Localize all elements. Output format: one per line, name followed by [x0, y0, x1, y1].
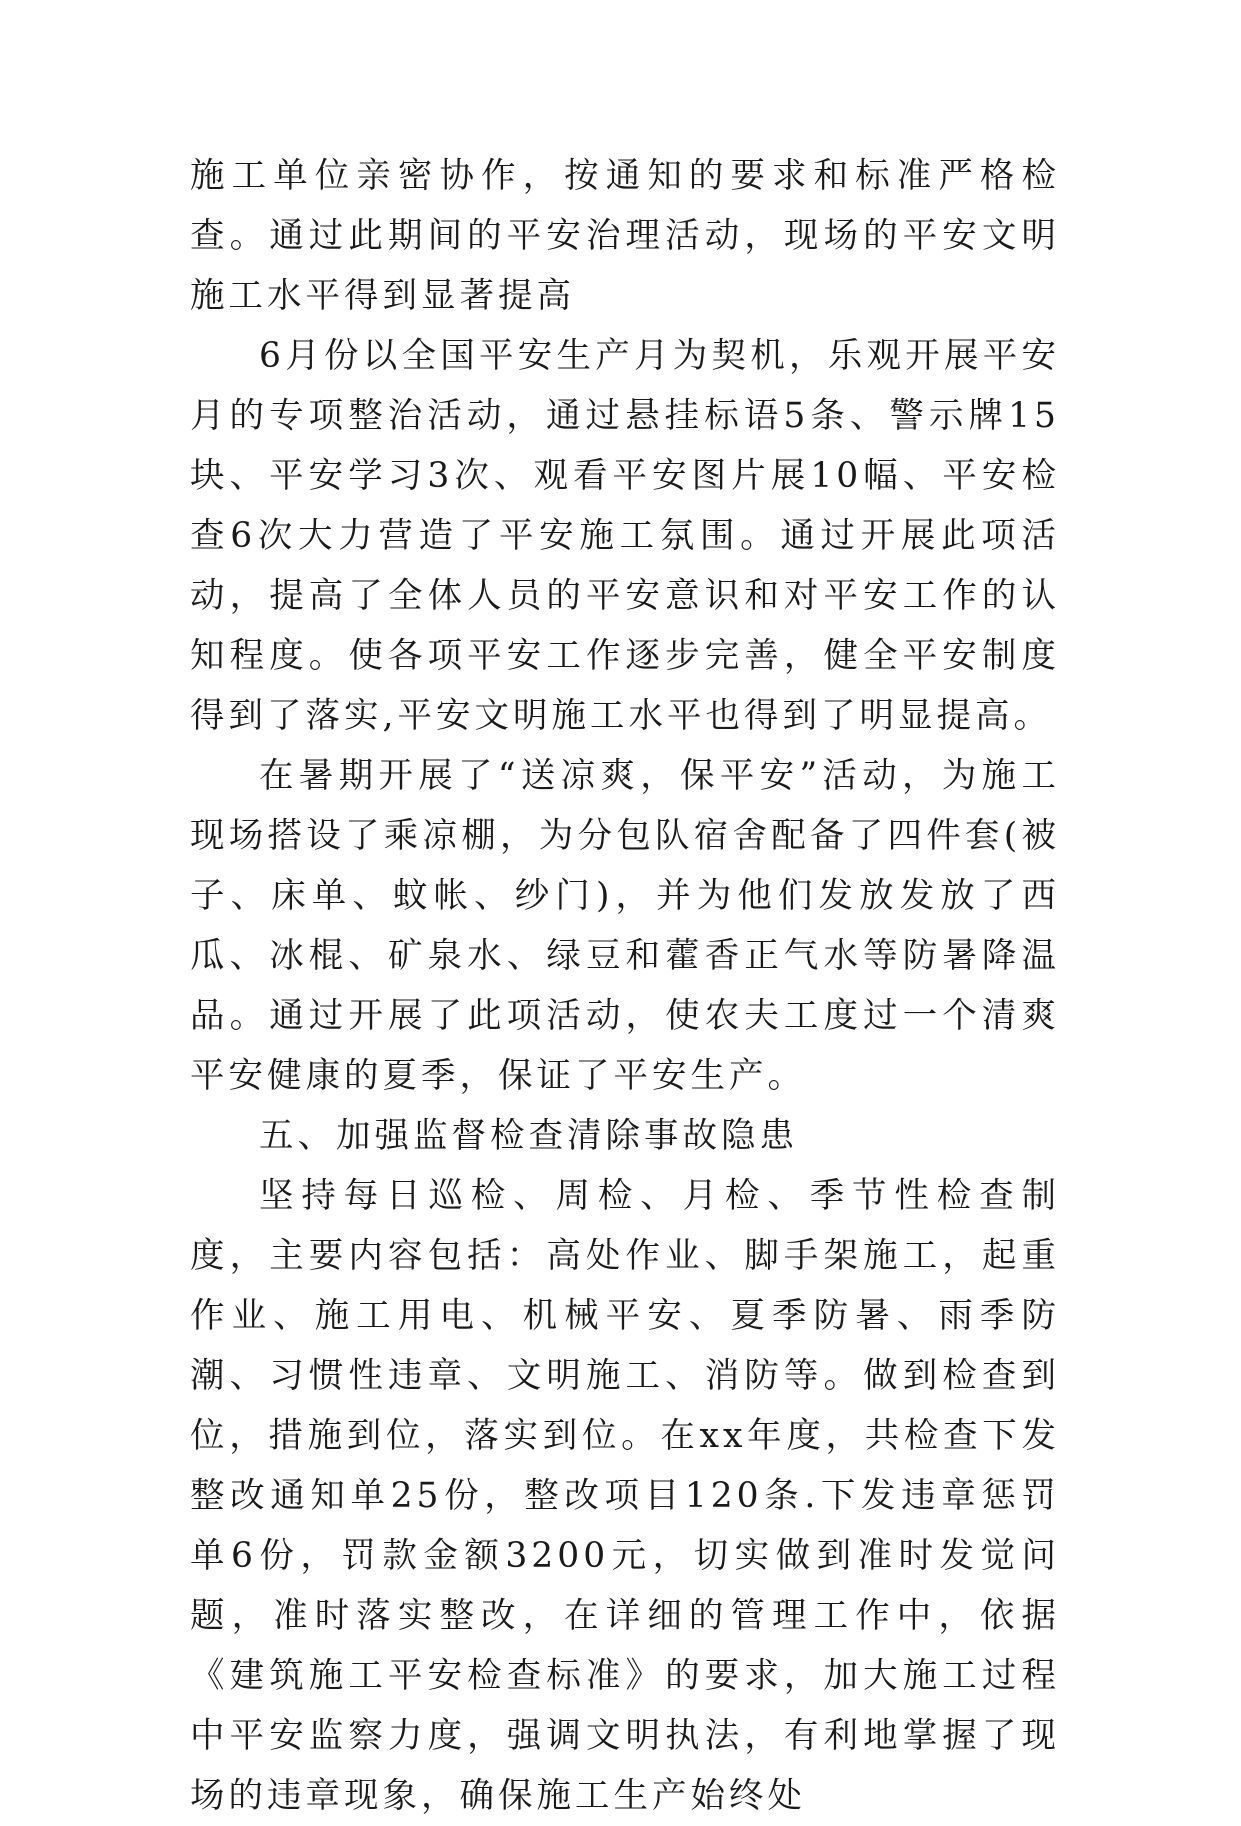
- paragraph-2: 6月份以全国平安生产月为契机，乐观开展平安月的专项整治活动，通过悬挂标语5条、警示牌15块、平安学习3次、观看平安图片展10幅、平安检查6次大力营造了平安施工氛围。通过开展此项活动，提高了全体人员的平安意识和对平安工作的认知程度。使各项平安工作逐步完善，健全平安制度得到了落实,平安文明施工水平也得到了明显提高。: [190, 336, 1060, 736]
- paragraph-1: 施工单位亲密协作，按通知的要求和标准严格检查。通过此期间的平安治理活动，现场的平安文明施工水平得到显著提高: [190, 156, 1060, 316]
- paragraph-4: 坚持每日巡检、周检、月检、季节性检查制度，主要内容包括：高处作业、脚手架施工，起重作业、施工用电、机械平安、夏季防暑、雨季防潮、习惯性违章、文明施工、消防等。做到检查到位，措施到位，落实到位。在xx年度，共检查下发整改通知单25份，整改项目120条.下发违章惩罚单6份，罚款金额3200元，切实做到准时发觉问题，准时落实整改，在详细的管理工作中，依据《建筑施工平安检查标准》的要求，加大施工过程中平安监察力度，强调文明执法，有利地掌握了现场的违章现象，确保施工生产始终处: [190, 1176, 1060, 1816]
- document-body: [190, 146, 1060, 1826]
- section-heading: 五、加强监督检查清除事故隐患: [259, 1116, 798, 1156]
- paragraph-3: 在暑期开展了“送凉爽，保平安”活动，为施工现场搭设了乘凉棚，为分包队宿舍配备了四件套(被子、床单、蚊帐、纱门)，并为他们发放发放了西瓜、冰棍、矿泉水、绿豆和藿香正气水等防暑降温品。通过开展了此项活动，使农夫工度过一个清爽平安健康的夏季，保证了平安生产。: [190, 756, 1060, 1096]
